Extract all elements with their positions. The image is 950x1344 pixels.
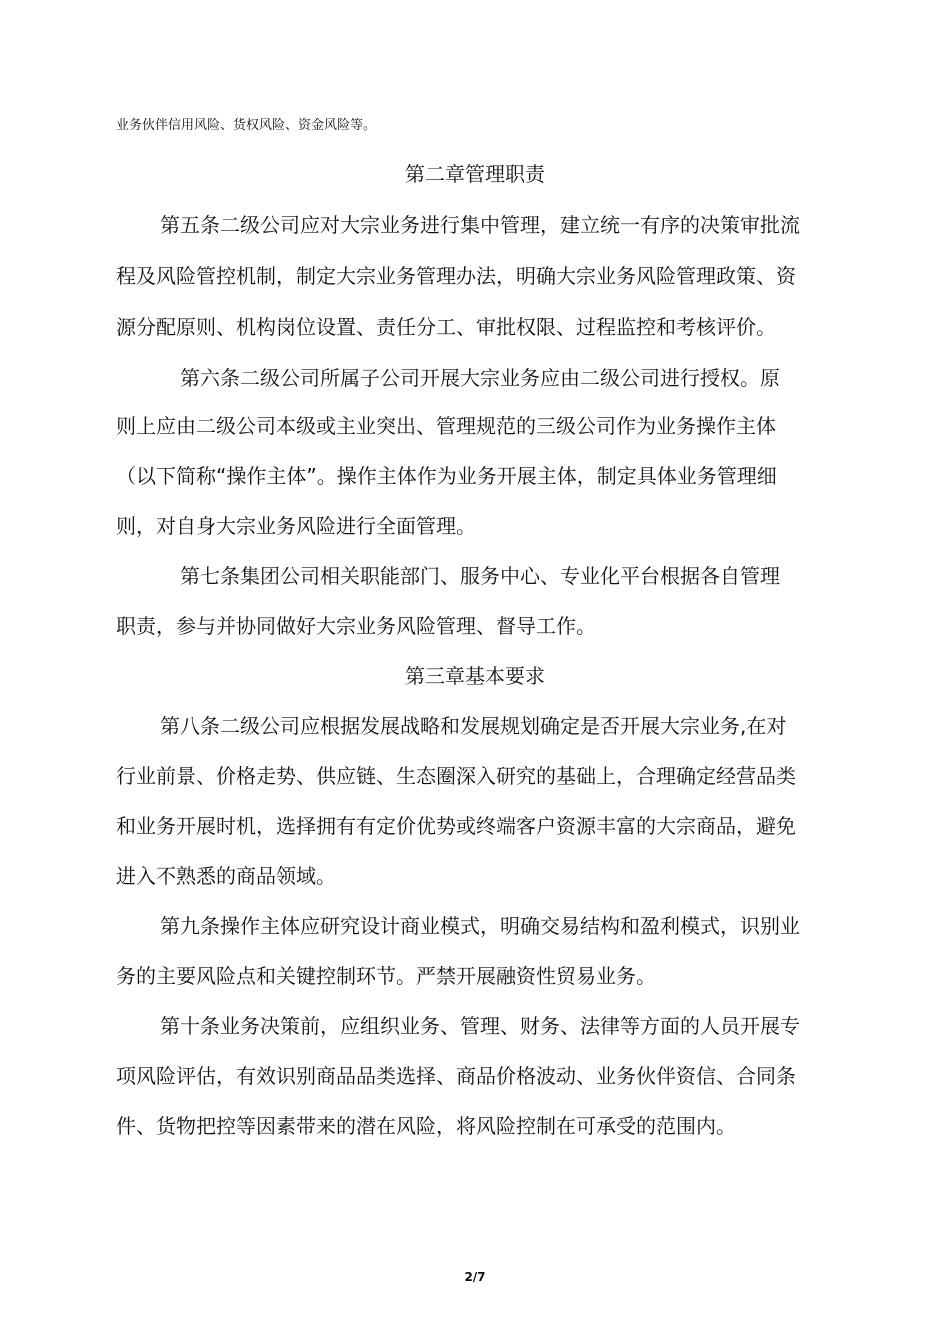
article-10-line-1: 第十条业务决策前，应组织业务、管理、财务、法律等方面的人员开展专	[160, 1014, 800, 1038]
chapter-2-heading: 第二章管理职责	[405, 162, 545, 186]
chapter-3-heading: 第三章基本要求	[405, 664, 545, 688]
article-8-line-3: 和业务开展时机，选择拥有有定价优势或终端客户资源丰富的大宗商品，避免	[116, 814, 796, 838]
article-6-line-3: （以下简称“操作主体”。操作主体作为业务开展主体，制定具体业务管理细	[116, 464, 777, 488]
article-8-line-2: 行业前景、价格走势、供应链、生态圈深入研究的基础上，合理确定经营品类	[116, 764, 796, 788]
article-6-line-2: 则上应由二级公司本级或主业突出、管理规范的三级公司作为业务操作主体	[116, 414, 776, 438]
article-8-line-4: 进入不熟悉的商品领域。	[116, 864, 336, 888]
article-8-line-1: 第八条二级公司应根据发展战略和发展规划确定是否开展大宗业务,在对	[160, 714, 787, 738]
article-9-line-1: 第九条操作主体应研究设计商业模式，明确交易结构和盈利模式，识别业	[160, 914, 800, 938]
article-5-line-1: 第五条二级公司应对大宗业务进行集中管理，建立统一有序的决策审批流	[160, 213, 800, 237]
article-7-line-2: 职责，参与并协同做好大宗业务风险管理、督导工作。	[116, 614, 596, 638]
article-9-line-2: 务的主要风险点和关键控制环节。严禁开展融资性贸易业务。	[116, 964, 656, 988]
article-5-line-2: 程及风险管控机制，制定大宗业务管理办法，明确大宗业务风险管理政策、资	[116, 264, 796, 288]
article-6-line-4: 则，对自身大宗业务风险进行全面管理。	[116, 514, 476, 538]
article-10-line-3: 件、货物把控等因素带来的潜在风险，将风险控制在可承受的范围内。	[116, 1114, 736, 1138]
page-number: 2/7	[464, 1270, 486, 1284]
article-7-line-1: 第七条集团公司相关职能部门、服务中心、专业化平台根据各自管理	[180, 564, 780, 588]
article-6-line-1: 第六条二级公司所属子公司开展大宗业务应由二级公司进行授权。原	[180, 366, 780, 390]
continuation-text: 业务伙伴信用风险、货权风险、资金风险等。	[116, 118, 377, 133]
article-5-line-3: 源分配原则、机构岗位设置、责任分工、审批权限、过程监控和考核评价。	[116, 315, 776, 339]
article-10-line-2: 项风险评估，有效识别商品品类选择、商品价格波动、业务伙伴资信、合同条	[116, 1064, 796, 1088]
